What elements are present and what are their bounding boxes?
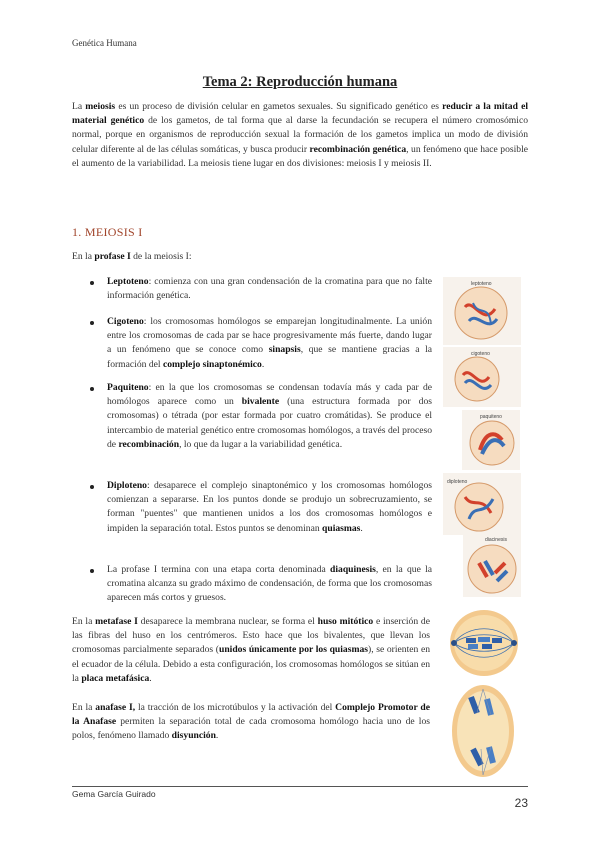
cigoteno-label: cigoteno: [471, 351, 490, 357]
intro-paragraph: La meiosis es un proceso de división celular en gametos sexuales. Su significado genético es reducir a la mitad el material genético de los gametos, de tal forma que al darse la fecundación se recupera el número cromosómico normal, porque en organismos de reproducción sexual la formación de los gametos implica un modo de división celular diferente al de las células somáticas, y busca producir recombinación genética, un fenómeno que hace posible el aumento de la variabilidad. La meiosis tiene lugar en dos divisiones: meiosis I y meiosis II.: [72, 101, 528, 169]
bullet-dot: [90, 485, 94, 489]
page-number: 23: [514, 796, 528, 810]
bullet-text: Cigoteno: los cromosomas homólogos se emparejan longitudinalmente. La unión entre los cromosomas de cada par se hace progresivamente más fuerte, dando lugar a un fenómeno que se conoce como sinapsis, que se mantiene gracias a la formación del complejo sinaptonémico.: [107, 316, 432, 370]
section-heading: 1. MEIOSIS I: [72, 225, 143, 239]
diploteno-figure: [443, 473, 521, 535]
bullet-text: Diploteno: desaparece el complejo sinaptonémico y los cromosomas homólogos comienzan a separarse. En los puntos donde se produjo un sobrecruzamiento, se forman "puentes" que mantienen unidos a los dos cromosomas homólogos e impiden la separación total. Estos puntos se denominan quiasmas.: [107, 480, 432, 534]
diacinesis-figure: [463, 533, 521, 597]
page-title: Tema 2: Reproducción humana: [202, 74, 398, 90]
diploteno-label: diploteno: [447, 479, 468, 485]
metafase-figure: [448, 606, 520, 680]
running-header: Genética Humana: [72, 38, 137, 48]
metafase-paragraph: En la metafase I desaparece la membrana nuclear, se forma el huso mitótico e inserción de las fibras del huso en los centrómeros. Esto hace que los bivalentes, que llevan los cromosomas parcialmente separados (unidos únicamente por los quiasmas), se orienten en el ecuador de la célula. Debido a esta configuración, los cromosomas homólogos se sitúan en la placa metafásica.: [72, 616, 430, 684]
paquiteno-figure: [462, 410, 520, 470]
diacinesis-label: diacinesis: [485, 537, 507, 543]
bullet-text: Leptoteno: comienza con una gran condensación de la cromatina para que no falte información genética.: [107, 276, 432, 302]
bullet-text: La profase I termina con una etapa corta denominada diaquinesis, en la que la cromatina alcanza su grado máximo de condensación, de forma que los cromosomas aparecen más cortos y gruesos.: [107, 564, 433, 604]
footer-divider: [72, 786, 528, 787]
bullet-text: Paquiteno: en la que los cromosomas se condensan todavía más y cada par de homólogos aparece como un bivalente (una estructura formada por dos cromosomas) o tétrada (por estar formada por cuatro cromátidas). Se produce el intercambio de material genético entre cromosomas homólogos, a través del proceso de recombinación, lo que da lugar a la variabilidad genética.: [107, 382, 432, 450]
lead-paragraph: En la profase I de la meiosis I:: [72, 251, 192, 262]
bullet-dot: [90, 569, 94, 573]
leptoteno-label: leptoteno: [471, 281, 492, 287]
cigoteno-figure: [443, 347, 521, 407]
leptoteno-figure: [443, 277, 521, 345]
paquiteno-label: paquiteno: [480, 414, 502, 420]
footer-author: Gema García Guirado: [72, 789, 156, 799]
anafase-paragraph: En la anafase I, la tracción de los microtúbulos y la activación del Complejo Promotor de la Anafase permiten la separación total de cada cromosoma homólogo hacia uno de los polos, fenómeno llamado disyunción.: [72, 702, 430, 742]
bullet-dot: [90, 281, 94, 285]
bullet-dot: [90, 321, 94, 325]
anafase-figure: [451, 683, 515, 779]
bullet-dot: [90, 387, 94, 391]
